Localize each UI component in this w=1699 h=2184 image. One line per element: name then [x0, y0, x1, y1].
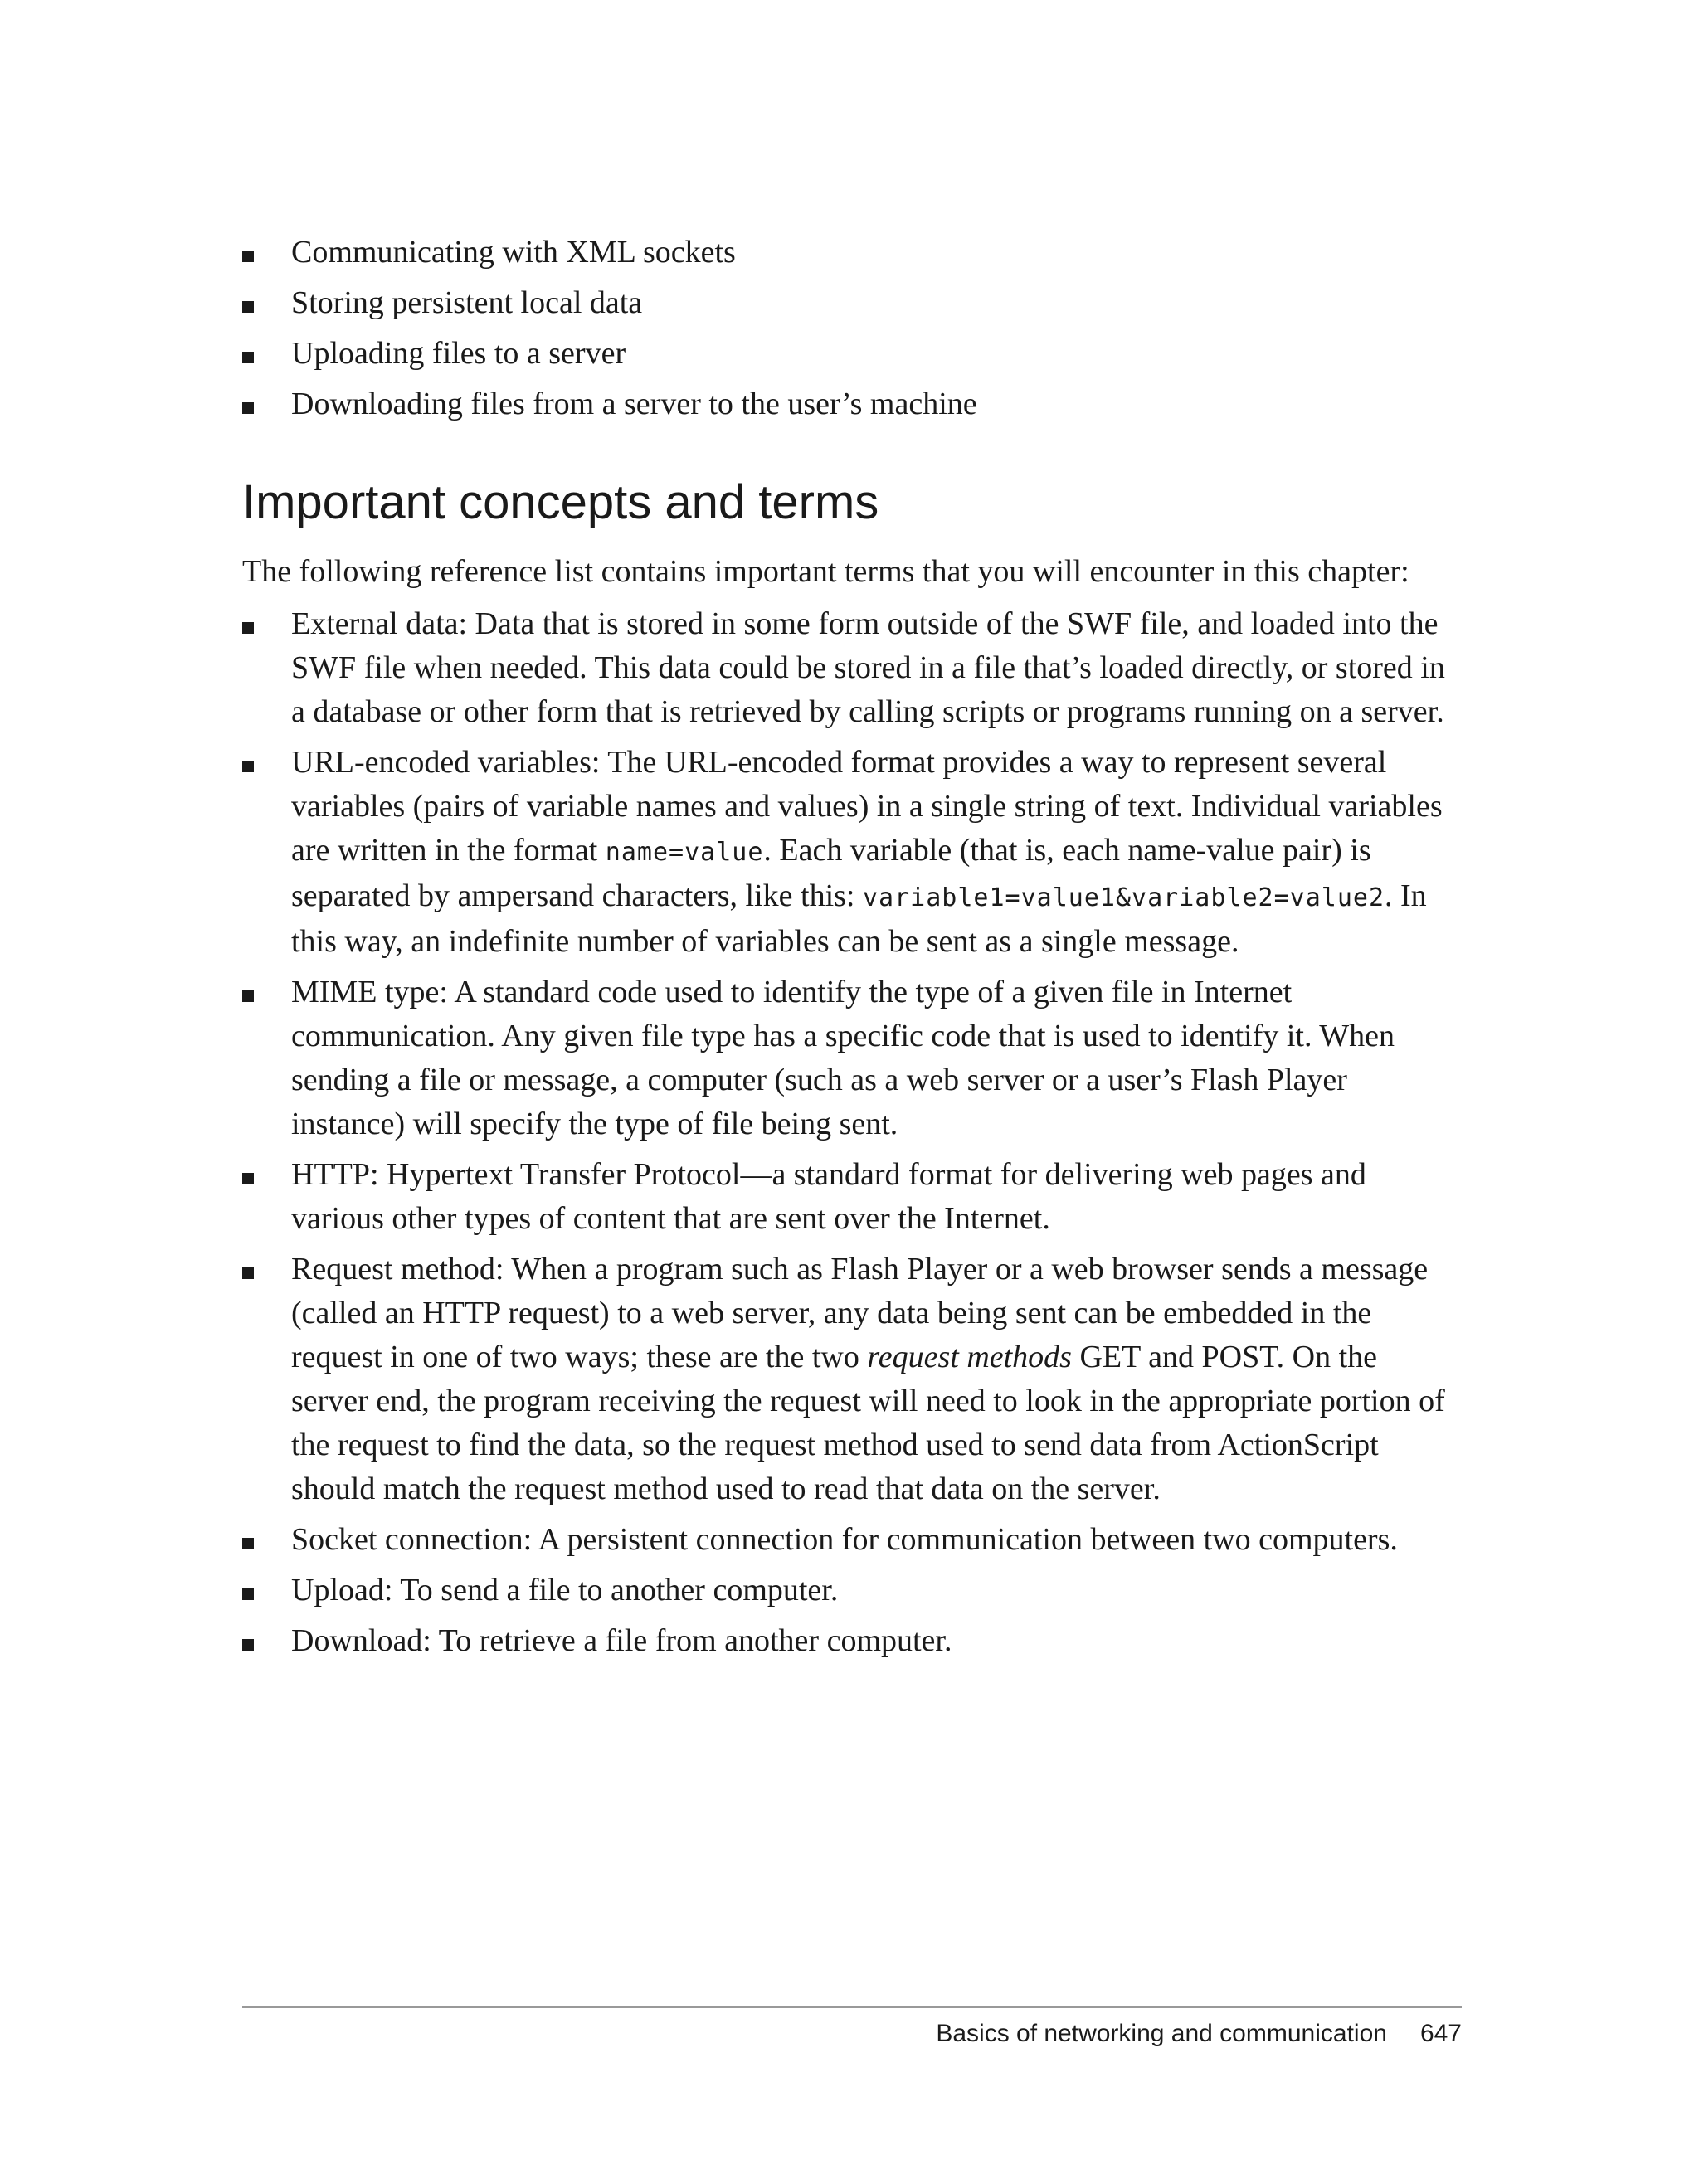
page-footer: [242, 2017, 1462, 2050]
term-text: URL-encoded variables: The URL-encoded format provides a way to represent several variables (pairs of variable names and values) in a single string of text. Individual variables are written in the format: [291, 745, 1443, 868]
term-socket-connection: Socket connection: A persistent connection for communication between two computers.: [242, 1518, 1462, 1562]
term-download: Download: To retrieve a file from another computer.: [242, 1619, 1462, 1663]
code-variable-example: variable1=value1&variable2=value2: [863, 883, 1385, 912]
emphasis-request-methods: request methods: [867, 1340, 1072, 1374]
page-number: 647: [1419, 2020, 1462, 2047]
term-external-data: External data: Data that is stored in some form outside of the SWF file, and loaded into the SWF file when needed. This data could be stored in a file that’s loaded directly, or stored in a database or other form that is retrieved by calling scripts or programs running on a server.: [242, 602, 1462, 734]
list-item: Uploading files to a server: [242, 332, 1462, 376]
list-item: Communicating with XML sockets: [242, 231, 1462, 275]
term-upload: Upload: To send a file to another computer.: [242, 1569, 1462, 1612]
page-content: [242, 231, 1462, 1670]
term-text: GET and POST. On the server end, the program receiving the request will need to look in the appropriate portion of the request to find the data, so the request method used to send data from ActionScript should match the request method used to read that data on the server.: [291, 1340, 1445, 1506]
intro-paragraph: The following reference list contains important terms that you will encounter in this chapter:: [242, 554, 1409, 589]
term-request-method: [242, 1248, 1462, 1511]
terms-list: [242, 602, 1462, 1663]
term-http: HTTP: Hypertext Transfer Protocol—a standard format for delivering web pages and various other types of content that are sent over the Internet.: [242, 1153, 1462, 1241]
footer-divider: [242, 2006, 1462, 2008]
term-url-encoded-variables: [242, 741, 1462, 964]
term-text: . In this way, an indefinite number of variables can be sent as a single message.: [291, 878, 1427, 959]
term-text: . Each variable (that is, each name-value pair) is separated by ampersand characters, like this:: [291, 833, 1371, 913]
term-mime-type: MIME type: A standard code used to identify the type of a given file in Internet communication. Any given file type has a specific code that is used to identify it. When sending a file or message, a computer (such as a web server or a user’s Flash Player instance) will specify the type of file being sent.: [242, 970, 1462, 1146]
code-name-value: name=value: [605, 838, 764, 867]
footer-chapter-title: Basics of networking and communication: [936, 2020, 1387, 2047]
section-heading: Important concepts and terms: [242, 475, 879, 529]
list-item: Storing persistent local data: [242, 281, 1462, 325]
term-text: Request method: When a program such as Flash Player or a web browser sends a message (called an HTTP request) to a web server, any data being sent can be embedded in the request in one of two ways; these are the two: [291, 1252, 1429, 1374]
list-item: Downloading files from a server to the user’s machine: [242, 382, 1462, 426]
topics-list: [242, 231, 1462, 426]
